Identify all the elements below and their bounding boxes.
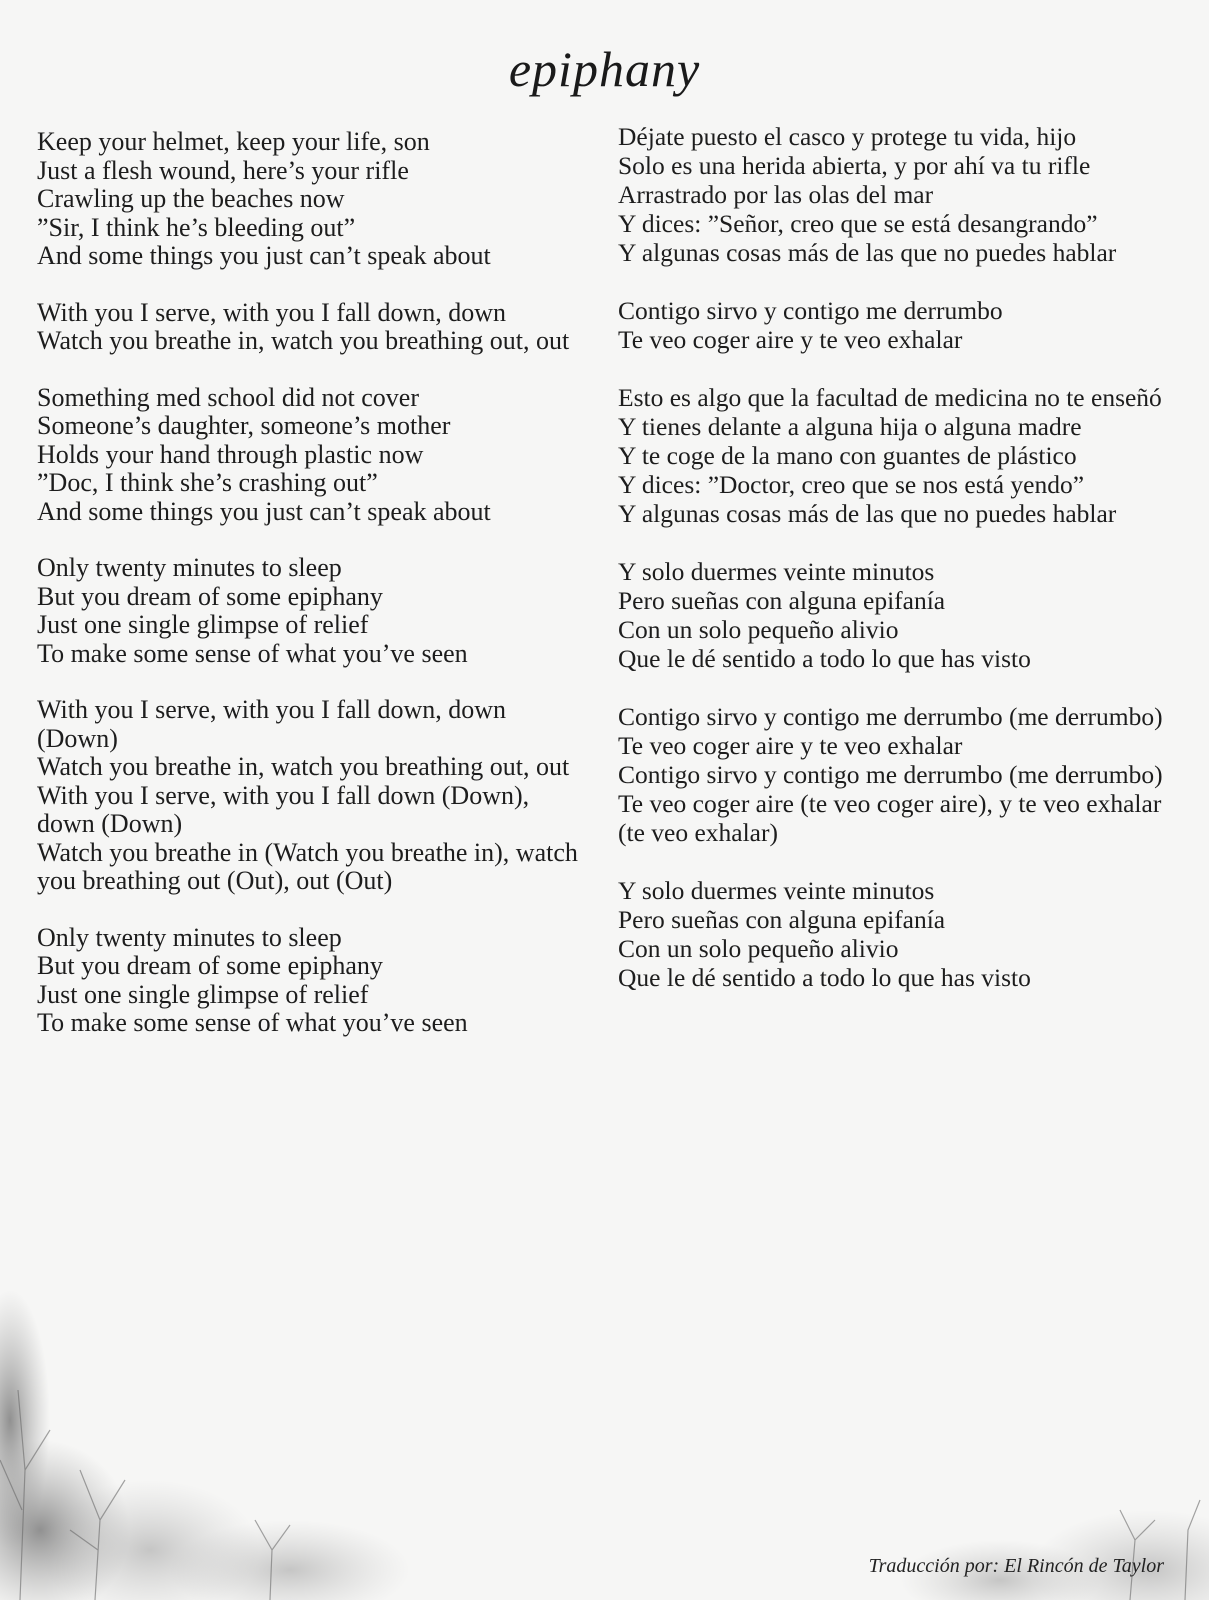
spanish-lyric-line: Y dices: ”Señor, creo que se está desangrando” [618,209,1098,238]
spanish-lyric-line: Y te coge de la mano con guantes de plástico [618,441,1077,470]
english-lyric-line: Holds your hand through plastic now [37,439,424,469]
spanish-lyrics-column [618,122,1193,1021]
english-lyric-line: To make some sense of what you’ve seen [37,638,468,668]
spanish-lyric-line: Contigo sirvo y contigo me derrumbo (me derrumbo) [618,702,1163,731]
english-lyric-line: To make some sense of what you’ve seen [37,1008,468,1037]
english-lyric-line: Just one single glimpse of relief [37,979,369,1009]
spanish-lyric-line: Que le dé sentido a todo lo que has visto [618,963,1031,992]
spanish-stanza [618,702,1193,847]
spanish-lyric-line: Déjate puesto el casco y protege tu vida, hijo [618,122,1077,151]
spanish-lyric-line: Solo es una herida abierta, y por ahí va tu rifle [618,151,1091,180]
english-lyric-line: Just one single glimpse of relief [37,610,369,639]
english-lyric-line: Only twenty minutes to sleep [37,553,342,582]
spanish-lyric-line: Y solo duermes veinte minutos [618,557,935,586]
spanish-lyric-line: Con un solo pequeño alivio [618,615,899,644]
spanish-lyric-line: Y algunas cosas más de las que no puedes hablar [618,238,1117,267]
translation-credit: Traducción por: El Rincón de Taylor [868,1555,1164,1577]
english-lyric-line: But you dream of some epiphany [37,581,383,611]
spanish-lyric-line: Arrastrado por las olas del mar [618,180,934,209]
spanish-stanza [618,557,1193,673]
english-lyric-line: ”Sir, I think he’s bleeding out” [37,212,356,242]
spanish-lyric-line: Te veo coger aire y te veo exhalar [618,325,963,354]
english-lyric-line: With you I serve, with you I fall down, down (Down) [37,695,507,753]
spanish-lyric-line: Y solo duermes veinte minutos [618,876,935,905]
english-lyric-line: ”Doc, I think she’s crashing out” [37,468,378,497]
spanish-stanza [618,876,1193,992]
trees-background-image [0,1270,1209,1600]
english-stanza [37,128,592,271]
english-lyric-line: And some things you just can’t speak about [37,241,491,270]
spanish-lyric-line: Pero sueñas con alguna epifanía [618,586,946,615]
english-stanza [37,384,592,527]
english-lyric-line: Just a flesh wound, here’s your rifle [37,155,409,185]
spanish-stanza [618,383,1193,528]
english-lyric-line: Someone’s daughter, someone’s mother [37,411,451,440]
english-lyrics-column [37,128,592,1066]
spanish-lyric-line: Con un solo pequeño alivio [618,934,899,963]
spanish-lyric-line: Y algunas cosas más de las que no puedes hablar [618,499,1117,528]
spanish-lyric-line: Y tienes delante a alguna hija o alguna madre [618,412,1082,441]
spanish-lyric-line: Y dices: ”Doctor, creo que se nos está yendo” [618,470,1085,499]
spanish-lyric-line: Pero sueñas con alguna epifanía [618,905,946,934]
english-lyric-line: Crawling up the beaches now [37,184,345,213]
english-lyric-line: Watch you breathe in, watch you breathing out, out [37,326,570,355]
english-lyric-line: But you dream of some epiphany [37,951,383,980]
english-stanza [37,554,592,668]
song-title: epiphany [508,41,701,97]
english-lyric-line: Watch you breathe in, watch you breathing out, out [37,752,570,781]
spanish-lyric-line: Esto es algo que la facultad de medicina no te enseñó [618,383,1162,412]
spanish-lyric-line: Contigo sirvo y contigo me derrumbo (me derrumbo) [618,760,1163,789]
spanish-stanza [618,122,1193,267]
spanish-stanza [618,296,1193,354]
spanish-lyric-line: Contigo sirvo y contigo me derrumbo [618,296,1003,325]
english-stanza [37,299,592,356]
english-stanza [37,696,592,896]
english-lyric-line: Keep your helmet, keep your life, son [37,127,430,156]
english-lyric-line: And some things you just can’t speak about [37,496,491,526]
spanish-lyric-line: Te veo coger aire y te veo exhalar [618,731,963,760]
spanish-lyric-line: Te veo coger aire (te veo coger aire), y te veo exhalar (te veo exhalar) [618,789,1162,847]
spanish-lyric-line: Que le dé sentido a todo lo que has visto [618,644,1031,673]
english-lyric-line: Something med school did not cover [37,382,420,412]
english-lyric-line: With you I serve, with you I fall down (Down), down (Down) [37,780,530,838]
english-lyric-line: With you I serve, with you I fall down, down [37,297,507,327]
english-lyric-line: Only twenty minutes to sleep [37,922,342,952]
english-stanza [37,924,592,1038]
english-lyric-line: Watch you breathe in (Watch you breathe in), watch you breathing out (Out), out (Out) [37,837,578,895]
